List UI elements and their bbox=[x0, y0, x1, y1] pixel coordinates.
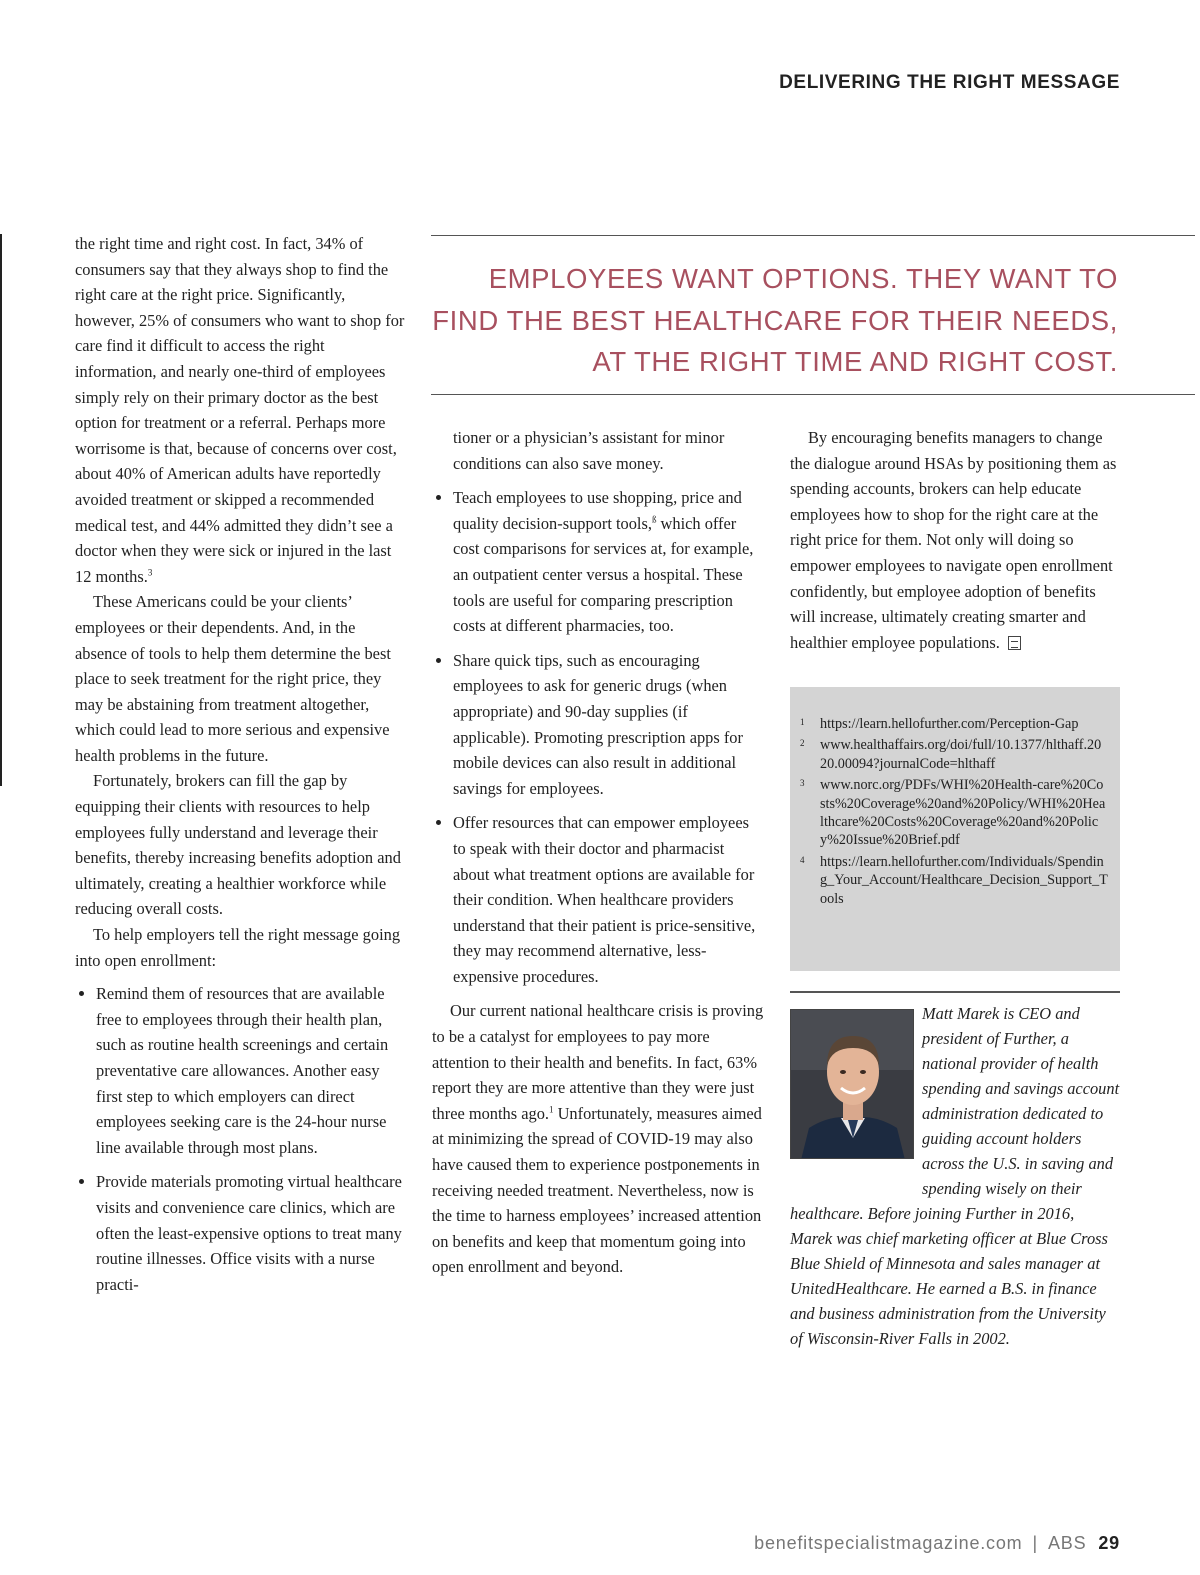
footnote-ref: ß bbox=[651, 514, 657, 525]
bio-divider bbox=[790, 991, 1120, 993]
running-header: DELIVERING THE RIGHT MESSAGE bbox=[779, 72, 1120, 93]
bullet-list bbox=[75, 981, 407, 1297]
pull-quote bbox=[431, 235, 1195, 395]
paragraph: To help employers tell the right message going into open enrollment: bbox=[75, 925, 401, 970]
pull-quote-text: EMPLOYEES WANT OPTIONS. THEY WANT TO FIND THE BEST HEALTHCARE FOR THEIR NEEDS, AT THE RIGHT TIME AND RIGHT COST. bbox=[432, 263, 1118, 377]
reference-item: 3 www.norc.org/PDFs/WHI%20Health-care%20Costs%20Coverage%20and%20Policy/WHI%20Healthcare%20Costs%20Coverage%20and%20Policy%20Issue%20Brief.pdf bbox=[800, 777, 1106, 849]
footer-brand: ABS bbox=[1047, 1533, 1087, 1553]
list-item: • Remind them of resources that are available free to employees through their health plan, such as routine health screenings and certain preventative care allowances. Another easy first step to which employers can direct employees seeking care is the 24-hour nurse line available through most plans. bbox=[96, 981, 407, 1160]
footer-site: benefitspecialistmagazine.com bbox=[754, 1533, 1023, 1553]
reference-item: 1 https://learn.hellofurther.com/Perception-Gap bbox=[800, 716, 1079, 732]
left-edge-rule bbox=[0, 234, 2, 786]
abs-end-mark-icon bbox=[1008, 636, 1021, 650]
reference-item: 4 https://learn.hellofurther.com/Individuals/Spending_Your_Account/Healthcare_Decision_Support_Tools bbox=[800, 853, 1108, 907]
bullet-list bbox=[432, 485, 764, 989]
paragraph: Our current national healthcare crisis is proving to be a catalyst for employees to pay more attention to their health and benefits. In fact, 63% report they are more attentive than they were just three months ago.$^1$ Unfortunately, measures aimed at minimizing the spread of COVID-19 may also have caused them to experience postponements in receiving needed treatment. Nevertheless, now is the time to harness employees’ increased attention on benefits and keep that momentum going into open enrollment and beyond. bbox=[432, 1001, 764, 1277]
article-column-2 bbox=[432, 425, 764, 1280]
reference-list bbox=[800, 715, 1108, 908]
article-column-1 bbox=[75, 231, 407, 1306]
footer-separator: | bbox=[1032, 1533, 1038, 1553]
footnote-ref: 1 bbox=[548, 1104, 554, 1115]
reference-item: 2 www.healthaffairs.org/doi/full/10.1377/hlthaff.2020.00094?journalCode=hlthaff bbox=[800, 737, 1102, 772]
paragraph: tioner or a physician’s assistant for minor conditions can also save money. bbox=[453, 428, 725, 473]
article-column-3 bbox=[790, 425, 1122, 655]
list-item: • Share quick tips, such as encouraging employees to ask for generic drugs (when appropriate) and 90-day supplies (if applicable). Promoting prescription apps for mobile devices can also result in additional savings for employees. bbox=[453, 648, 764, 802]
author-bio: Matt Marek is CEO and president of Further, a national provider of health spending and savings account administration dedicated to guiding account holders across the U.S. in saving and spending wisely on their healthcare. Before joining Further in 2016, Marek was chief marketing officer at Blue Cross Blue Shield of Minnesota and sales manager at UnitedHealthcare. He earned a B.S. in finance and business administration from the University of Wisconsin-River Falls in 2002. bbox=[790, 1001, 1120, 1351]
photo-spacer bbox=[790, 1001, 922, 1177]
paragraph: Fortunately, brokers can fill the gap by equipping their clients with resources to help employees fully understand and leverage their benefits, thereby increasing benefits adoption and ultimately, creating a healthier workforce while reducing overall costs. bbox=[75, 771, 401, 919]
footnote-ref: 3 bbox=[147, 567, 153, 578]
paragraph: These Americans could be your clients’ employees or their dependents. And, in the absence of tools to help them determine the best place to seek treatment for the right price, they may be abstaining from treatment altogether, which could lead to more serious and expensive health problems in the future. bbox=[75, 592, 391, 765]
page-footer bbox=[754, 1533, 1120, 1554]
paragraph: the right time and right cost. In fact, 34% of consumers say that they always shop to find the right care at the right price. Significantly, however, 25% of consumers who want to shop for care find it difficult to access the right information, and nearly one-third of employees simply rely on their primary doctor as the best option for treatment or a referral. Perhaps more worrisome is that, because of concerns over cost, about 40% of American adults have reportedly avoided treatment or skipped a recommended medical test, and 44% admitted they didn’t see a doctor when they were sick or injured in the last 12 months.$^3$ bbox=[75, 234, 405, 586]
page-number: 29 bbox=[1098, 1533, 1120, 1553]
list-item: • Teach employees to use shopping, price and quality decision-support tools,$^ß$ which offer cost comparisons for services at, for example, an outpatient center versus a hospital. These tools are useful for comparing prescription costs at different pharmacies, too. bbox=[453, 485, 764, 639]
paragraph: By encouraging benefits managers to change the dialogue around HSAs by positioning them as spending accounts, brokers can help educate employees how to shop for the right care at the right price for them. Not only will doing so empower employees to navigate open enrollment confidently, but employee adoption of benefits will increase, ultimately creating smarter and healthier employee populations. bbox=[790, 428, 1117, 652]
references-box bbox=[790, 687, 1120, 971]
list-item: • Provide materials promoting virtual healthcare visits and convenience care clinics, which are often the least-expensive options to treat many routine illnesses. Office visits with a nurse practi- bbox=[96, 1169, 407, 1297]
list-item: • Offer resources that can empower employees to speak with their doctor and pharmacist about what treatment options are available for their condition. When healthcare providers understand that their patient is price-sensitive, they may recommend alternative, less-expensive procedures. bbox=[453, 810, 764, 989]
